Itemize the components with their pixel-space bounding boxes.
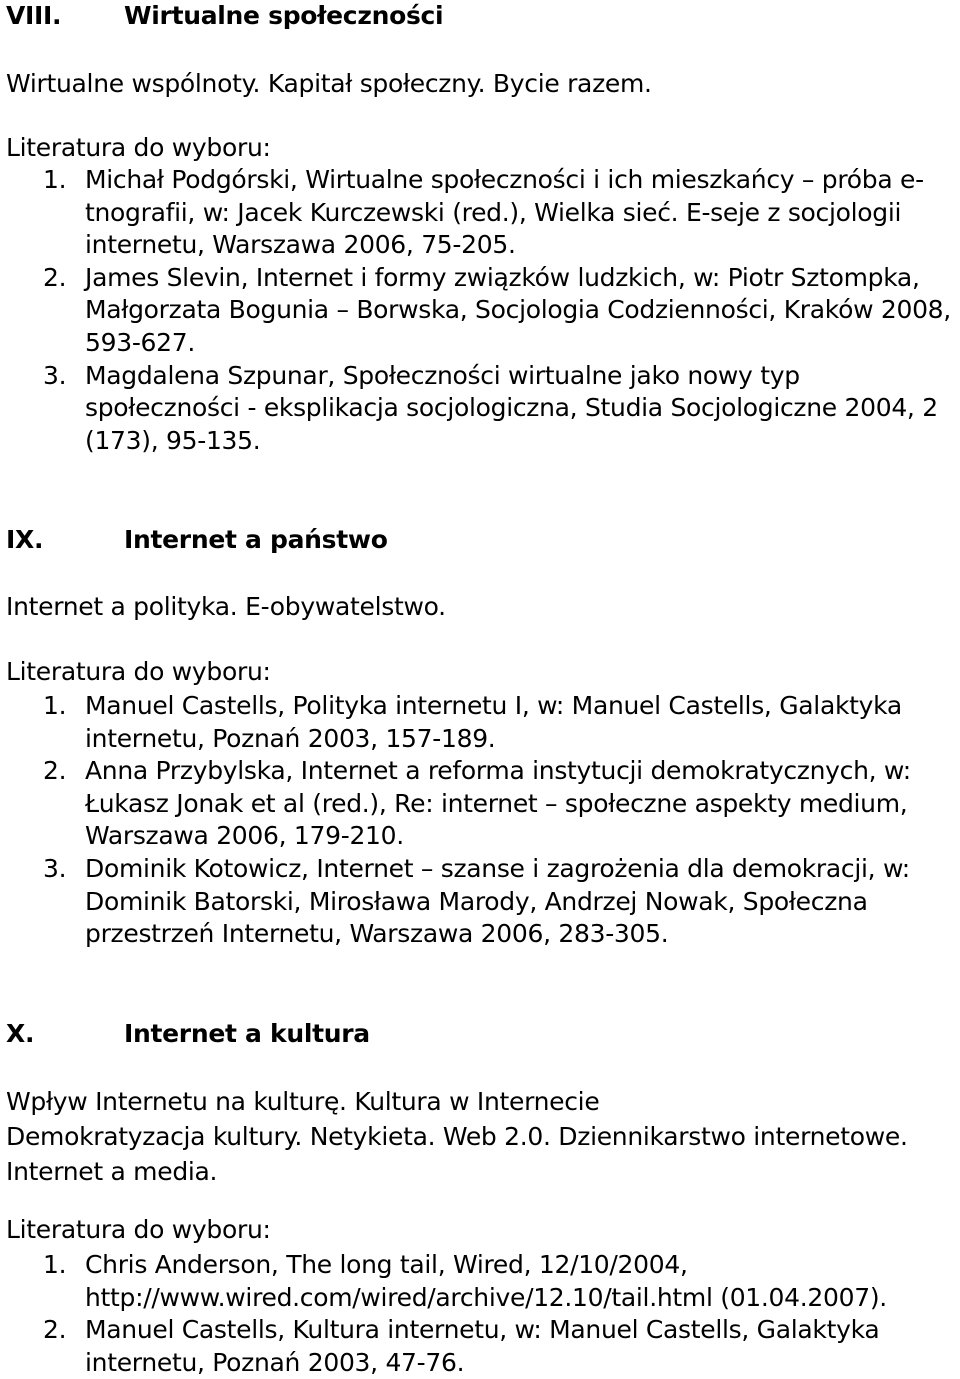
section-number: IX. [6, 525, 44, 554]
literature-list [0, 1249, 955, 1379]
literature-item-number: 1. [43, 691, 67, 720]
section-title: Wirtualne społeczności [124, 1, 444, 30]
literature-item-number: 3. [43, 853, 67, 883]
literature-item-text: Magdalena Szpunar, Społeczności wirtualne jako nowy typ społeczności - eksplikacja socjologiczna, Studia Socjologiczne 2004, 2 (173), 95-135. [85, 360, 938, 455]
literature-list [0, 164, 955, 457]
section-topics: Internet a polityka. E-obywatelstwo. [6, 592, 446, 621]
literature-item [0, 690, 955, 755]
literature-item [0, 360, 955, 458]
literature-item-number: 2. [43, 1315, 67, 1345]
topics-line: Demokratyzacja kultury. Netykieta. Web 2.0. Dziennikarstwo internetowe. [6, 1122, 908, 1151]
section-title: Internet a kultura [124, 1019, 370, 1048]
topics-line: Internet a media. [6, 1157, 218, 1186]
literature-item [0, 262, 955, 360]
literature-label: Literatura do wyboru: [6, 1215, 271, 1244]
literature-label: Literatura do wyboru: [6, 133, 271, 162]
literature-item [0, 164, 955, 262]
literature-item-text: Chris Anderson, The long tail, Wired, 12/10/2004, http://www.wired.com/wired/archive/12.10/tail.html (01.04.2007). [85, 1250, 887, 1312]
section-number: VIII. [6, 1, 62, 30]
section-topics [6, 1084, 908, 1189]
literature-label: Literatura do wyboru: [6, 657, 271, 686]
section-heading [6, 1018, 370, 1050]
literature-item-text: James Slevin, Internet i formy związków ludzkich, w: Piotr Sztompka, Małgorzata Bogunia – Borwska, Socjologia Codzienności, Kraków 2008, 593-627. [85, 262, 951, 357]
literature-item [0, 853, 955, 951]
literature-item-text: Anna Przybylska, Internet a reforma instytucji demokratycznych, w: Łukasz Jonak et al (red.), Re: internet – społeczne aspekty medium, Warszawa 2006, 179-210. [85, 756, 911, 851]
section-number: X. [6, 1019, 35, 1048]
literature-item-number: 3. [43, 360, 67, 390]
section-title: Internet a państwo [124, 525, 388, 554]
literature-item-text: Manuel Castells, Kultura internetu, w: Manuel Castells, Galaktyka internetu, Poznań 2003, 47-76. [85, 1315, 880, 1377]
literature-item [0, 755, 955, 853]
section-heading [6, 0, 443, 32]
literature-item-number: 1. [43, 165, 67, 194]
literature-item-text: Michał Podgórski, Wirtualne społeczności i ich mieszkańcy – próba e-tnografii, w: Jacek Kurczewski (red.), Wielka sieć. E-seje z socjologii internetu, Warszawa 2006, 75-205. [85, 165, 924, 260]
literature-item-text: Manuel Castells, Polityka internetu I, w: Manuel Castells, Galaktyka internetu, Poznań 2003, 157-189. [85, 691, 902, 753]
literature-item-text: Dominik Kotowicz, Internet – szanse i zagrożenia dla demokracji, w: Dominik Batorski, Mirosława Marody, Andrzej Nowak, Społeczna przestrzeń Internetu, Warszawa 2006, 283-305. [85, 853, 910, 949]
literature-item [0, 1314, 955, 1379]
section-topics: Wirtualne wspólnoty. Kapitał społeczny. Bycie razem. [6, 69, 652, 98]
literature-item-number: 2. [43, 262, 67, 292]
section-heading [6, 524, 388, 556]
topics-line: Wpływ Internetu na kulturę. Kultura w Internecie [6, 1087, 600, 1116]
literature-item-number: 1. [43, 1250, 67, 1279]
literature-list [0, 690, 955, 951]
literature-item [0, 1249, 955, 1314]
literature-item-number: 2. [43, 756, 67, 786]
